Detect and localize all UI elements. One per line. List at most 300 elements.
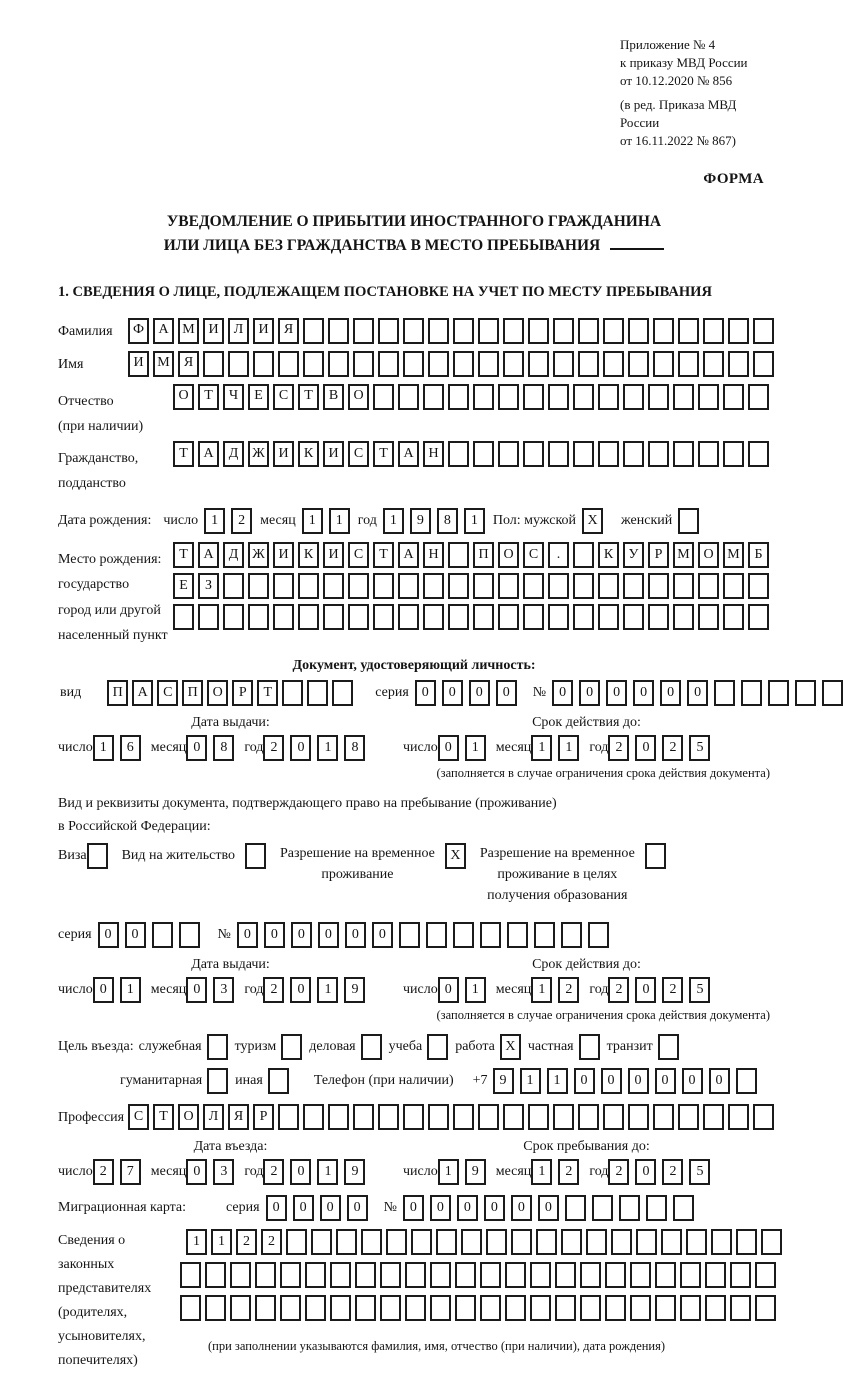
char-box[interactable]: 9 xyxy=(344,977,365,1003)
char-box[interactable] xyxy=(278,1104,299,1130)
char-box[interactable] xyxy=(578,1104,599,1130)
char-box[interactable]: Д xyxy=(223,542,244,568)
char-box[interactable]: 0 xyxy=(186,735,207,761)
char-box[interactable]: И xyxy=(203,318,224,344)
char-box[interactable] xyxy=(198,604,219,630)
char-box[interactable] xyxy=(748,384,769,410)
purpose-tourism-checkbox[interactable] xyxy=(281,1034,302,1060)
char-box[interactable]: 1 xyxy=(558,735,579,761)
char-box[interactable]: 1 xyxy=(317,1159,338,1185)
char-box[interactable] xyxy=(598,604,619,630)
char-box[interactable] xyxy=(373,604,394,630)
char-box[interactable]: Ф xyxy=(128,318,149,344)
char-box[interactable] xyxy=(281,1034,302,1060)
char-box[interactable]: Ж xyxy=(248,441,269,467)
char-box[interactable]: О xyxy=(207,680,228,706)
char-box[interactable]: 2 xyxy=(608,1159,629,1185)
profession-boxes[interactable] xyxy=(128,1104,774,1130)
char-box[interactable]: 0 xyxy=(430,1195,451,1221)
stay-day-boxes[interactable] xyxy=(438,1159,486,1185)
char-box[interactable]: 0 xyxy=(403,1195,424,1221)
char-box[interactable] xyxy=(503,318,524,344)
char-box[interactable] xyxy=(736,1068,757,1094)
char-box[interactable]: 8 xyxy=(344,735,365,761)
char-box[interactable]: 5 xyxy=(689,1159,710,1185)
char-box[interactable] xyxy=(303,318,324,344)
char-box[interactable] xyxy=(822,680,843,706)
char-box[interactable] xyxy=(761,1229,782,1255)
permit-issue-year-boxes[interactable] xyxy=(263,977,365,1003)
char-box[interactable]: 2 xyxy=(662,977,683,1003)
char-box[interactable] xyxy=(353,351,374,377)
char-box[interactable]: Т xyxy=(153,1104,174,1130)
char-box[interactable] xyxy=(648,573,669,599)
char-box[interactable]: 0 xyxy=(457,1195,478,1221)
char-box[interactable]: Л xyxy=(228,318,249,344)
char-box[interactable] xyxy=(448,441,469,467)
char-box[interactable]: 0 xyxy=(318,922,339,948)
char-box[interactable]: Т xyxy=(257,680,278,706)
char-box[interactable] xyxy=(478,351,499,377)
char-box[interactable] xyxy=(598,384,619,410)
char-box[interactable] xyxy=(528,351,549,377)
char-box[interactable] xyxy=(498,573,519,599)
char-box[interactable] xyxy=(280,1295,301,1321)
birth-place-row2-boxes[interactable] xyxy=(173,573,769,599)
char-box[interactable]: 0 xyxy=(438,977,459,1003)
char-box[interactable] xyxy=(273,573,294,599)
char-box[interactable]: 0 xyxy=(415,680,436,706)
char-box[interactable] xyxy=(555,1295,576,1321)
char-box[interactable]: 1 xyxy=(211,1229,232,1255)
given-name-input-boxes[interactable] xyxy=(128,351,774,377)
char-box[interactable] xyxy=(623,384,644,410)
char-box[interactable] xyxy=(486,1229,507,1255)
char-box[interactable] xyxy=(795,680,816,706)
char-box[interactable]: 0 xyxy=(538,1195,559,1221)
char-box[interactable]: 0 xyxy=(579,680,600,706)
birth-place-row3-boxes[interactable] xyxy=(173,604,769,630)
char-box[interactable]: А xyxy=(398,542,419,568)
char-box[interactable]: 0 xyxy=(125,922,146,948)
char-box[interactable]: 1 xyxy=(204,508,225,534)
char-box[interactable] xyxy=(678,318,699,344)
char-box[interactable] xyxy=(528,1104,549,1130)
char-box[interactable]: Т xyxy=(173,441,194,467)
char-box[interactable] xyxy=(648,604,669,630)
char-box[interactable] xyxy=(586,1229,607,1255)
char-box[interactable]: О xyxy=(173,384,194,410)
purpose-humanitarian-checkbox[interactable] xyxy=(207,1068,228,1094)
representatives-row1-boxes[interactable] xyxy=(186,1229,782,1255)
char-box[interactable] xyxy=(561,1229,582,1255)
char-box[interactable]: 0 xyxy=(290,977,311,1003)
entry-month-boxes[interactable] xyxy=(186,1159,234,1185)
char-box[interactable] xyxy=(403,1104,424,1130)
char-box[interactable]: Р xyxy=(648,542,669,568)
entry-year-boxes[interactable] xyxy=(263,1159,365,1185)
char-box[interactable]: 0 xyxy=(93,977,114,1003)
char-box[interactable] xyxy=(428,351,449,377)
char-box[interactable] xyxy=(573,441,594,467)
char-box[interactable] xyxy=(273,604,294,630)
char-box[interactable] xyxy=(207,1034,228,1060)
char-box[interactable]: 9 xyxy=(410,508,431,534)
char-box[interactable] xyxy=(573,604,594,630)
char-box[interactable] xyxy=(678,1104,699,1130)
char-box[interactable] xyxy=(403,351,424,377)
char-box[interactable]: 2 xyxy=(263,1159,284,1185)
char-box[interactable]: 0 xyxy=(438,735,459,761)
char-box[interactable] xyxy=(448,542,469,568)
char-box[interactable] xyxy=(648,384,669,410)
char-box[interactable] xyxy=(628,318,649,344)
char-box[interactable]: А xyxy=(153,318,174,344)
char-box[interactable] xyxy=(748,604,769,630)
char-box[interactable] xyxy=(398,573,419,599)
char-box[interactable]: 0 xyxy=(709,1068,730,1094)
char-box[interactable] xyxy=(428,1104,449,1130)
char-box[interactable]: 0 xyxy=(98,922,119,948)
char-box[interactable]: С xyxy=(128,1104,149,1130)
char-box[interactable] xyxy=(673,573,694,599)
char-box[interactable] xyxy=(705,1295,726,1321)
char-box[interactable]: С xyxy=(273,384,294,410)
char-box[interactable] xyxy=(411,1229,432,1255)
char-box[interactable] xyxy=(455,1295,476,1321)
char-box[interactable] xyxy=(361,1229,382,1255)
char-box[interactable] xyxy=(207,1068,228,1094)
char-box[interactable] xyxy=(728,351,749,377)
char-box[interactable] xyxy=(523,604,544,630)
char-box[interactable] xyxy=(653,1104,674,1130)
char-box[interactable] xyxy=(430,1262,451,1288)
char-box[interactable] xyxy=(768,680,789,706)
char-box[interactable] xyxy=(741,680,762,706)
char-box[interactable] xyxy=(473,573,494,599)
char-box[interactable]: 0 xyxy=(442,680,463,706)
char-box[interactable] xyxy=(655,1262,676,1288)
char-box[interactable]: К xyxy=(598,542,619,568)
char-box[interactable] xyxy=(378,351,399,377)
phone-boxes[interactable] xyxy=(493,1068,757,1094)
char-box[interactable]: И xyxy=(253,318,274,344)
char-box[interactable]: Я xyxy=(228,1104,249,1130)
char-box[interactable] xyxy=(728,318,749,344)
char-box[interactable] xyxy=(480,922,501,948)
char-box[interactable]: 0 xyxy=(290,1159,311,1185)
char-box[interactable]: О xyxy=(348,384,369,410)
char-box[interactable] xyxy=(619,1195,640,1221)
char-box[interactable]: 2 xyxy=(558,977,579,1003)
char-box[interactable] xyxy=(180,1262,201,1288)
char-box[interactable] xyxy=(398,384,419,410)
char-box[interactable]: 1 xyxy=(520,1068,541,1094)
char-box[interactable] xyxy=(230,1262,251,1288)
char-box[interactable] xyxy=(530,1295,551,1321)
char-box[interactable] xyxy=(753,318,774,344)
permit-valid-month-boxes[interactable] xyxy=(531,977,579,1003)
char-box[interactable] xyxy=(498,604,519,630)
char-box[interactable] xyxy=(305,1295,326,1321)
purpose-other-checkbox[interactable] xyxy=(268,1068,289,1094)
char-box[interactable] xyxy=(698,441,719,467)
char-box[interactable]: 0 xyxy=(635,735,656,761)
char-box[interactable] xyxy=(698,384,719,410)
char-box[interactable]: С xyxy=(523,542,544,568)
char-box[interactable] xyxy=(255,1295,276,1321)
char-box[interactable] xyxy=(755,1295,776,1321)
id-valid-year-boxes[interactable] xyxy=(608,735,710,761)
char-box[interactable] xyxy=(423,604,444,630)
char-box[interactable]: Т xyxy=(298,384,319,410)
char-box[interactable] xyxy=(248,573,269,599)
char-box[interactable]: 7 xyxy=(120,1159,141,1185)
char-box[interactable]: Н xyxy=(423,441,444,467)
char-box[interactable] xyxy=(448,604,469,630)
char-box[interactable]: И xyxy=(128,351,149,377)
char-box[interactable]: 2 xyxy=(236,1229,257,1255)
char-box[interactable]: 1 xyxy=(302,508,323,534)
char-box[interactable]: 3 xyxy=(213,977,234,1003)
permit-valid-day-boxes[interactable] xyxy=(438,977,486,1003)
char-box[interactable] xyxy=(580,1262,601,1288)
char-box[interactable] xyxy=(245,843,266,869)
char-box[interactable] xyxy=(473,441,494,467)
char-box[interactable] xyxy=(248,604,269,630)
char-box[interactable] xyxy=(661,1229,682,1255)
char-box[interactable] xyxy=(623,441,644,467)
char-box[interactable]: 6 xyxy=(120,735,141,761)
char-box[interactable]: 0 xyxy=(186,1159,207,1185)
char-box[interactable]: 1 xyxy=(547,1068,568,1094)
char-box[interactable] xyxy=(523,441,544,467)
char-box[interactable] xyxy=(655,1295,676,1321)
char-box[interactable] xyxy=(578,318,599,344)
char-box[interactable] xyxy=(573,384,594,410)
char-box[interactable]: 1 xyxy=(465,735,486,761)
representatives-row2-boxes[interactable] xyxy=(180,1262,782,1288)
char-box[interactable] xyxy=(378,318,399,344)
char-box[interactable]: 0 xyxy=(293,1195,314,1221)
char-box[interactable] xyxy=(503,351,524,377)
char-box[interactable] xyxy=(280,1262,301,1288)
char-box[interactable]: 0 xyxy=(264,922,285,948)
char-box[interactable]: 0 xyxy=(601,1068,622,1094)
char-box[interactable] xyxy=(253,351,274,377)
char-box[interactable] xyxy=(380,1262,401,1288)
char-box[interactable] xyxy=(330,1295,351,1321)
char-box[interactable]: Н xyxy=(423,542,444,568)
char-box[interactable]: 0 xyxy=(633,680,654,706)
char-box[interactable]: П xyxy=(107,680,128,706)
char-box[interactable] xyxy=(553,1104,574,1130)
char-box[interactable] xyxy=(386,1229,407,1255)
char-box[interactable] xyxy=(205,1295,226,1321)
char-box[interactable]: 0 xyxy=(511,1195,532,1221)
char-box[interactable] xyxy=(579,1034,600,1060)
char-box[interactable]: О xyxy=(498,542,519,568)
char-box[interactable] xyxy=(580,1295,601,1321)
char-box[interactable]: Т xyxy=(198,384,219,410)
permit-series-boxes[interactable] xyxy=(98,922,200,948)
char-box[interactable]: 0 xyxy=(552,680,573,706)
char-box[interactable]: 0 xyxy=(574,1068,595,1094)
temp-residence-checkbox[interactable] xyxy=(445,843,466,869)
char-box[interactable] xyxy=(711,1229,732,1255)
char-box[interactable]: 1 xyxy=(120,977,141,1003)
char-box[interactable] xyxy=(548,384,569,410)
char-box[interactable]: И xyxy=(273,441,294,467)
char-box[interactable]: 1 xyxy=(438,1159,459,1185)
char-box[interactable] xyxy=(523,573,544,599)
char-box[interactable] xyxy=(223,573,244,599)
char-box[interactable] xyxy=(278,351,299,377)
char-box[interactable]: . xyxy=(548,542,569,568)
surname-input-boxes[interactable] xyxy=(128,318,774,344)
permit-valid-year-boxes[interactable] xyxy=(608,977,710,1003)
char-box[interactable]: О xyxy=(178,1104,199,1130)
char-box[interactable] xyxy=(478,1104,499,1130)
char-box[interactable] xyxy=(723,441,744,467)
char-box[interactable]: 9 xyxy=(493,1068,514,1094)
char-box[interactable] xyxy=(286,1229,307,1255)
char-box[interactable] xyxy=(328,351,349,377)
char-box[interactable] xyxy=(430,1295,451,1321)
patronymic-input-boxes[interactable] xyxy=(173,384,769,410)
char-box[interactable] xyxy=(453,318,474,344)
char-box[interactable]: Ж xyxy=(248,542,269,568)
char-box[interactable] xyxy=(714,680,735,706)
char-box[interactable] xyxy=(405,1295,426,1321)
char-box[interactable] xyxy=(448,573,469,599)
char-box[interactable]: 9 xyxy=(344,1159,365,1185)
char-box[interactable] xyxy=(548,604,569,630)
char-box[interactable] xyxy=(646,1195,667,1221)
visa-checkbox[interactable] xyxy=(87,843,108,869)
char-box[interactable]: 2 xyxy=(558,1159,579,1185)
char-box[interactable] xyxy=(480,1295,501,1321)
char-box[interactable] xyxy=(87,843,108,869)
char-box[interactable] xyxy=(603,1104,624,1130)
char-box[interactable]: И xyxy=(323,542,344,568)
char-box[interactable]: 0 xyxy=(687,680,708,706)
char-box[interactable]: З xyxy=(198,573,219,599)
char-box[interactable] xyxy=(426,922,447,948)
char-box[interactable]: 1 xyxy=(317,977,338,1003)
char-box[interactable]: И xyxy=(273,542,294,568)
char-box[interactable] xyxy=(553,351,574,377)
char-box[interactable] xyxy=(703,318,724,344)
char-box[interactable] xyxy=(428,318,449,344)
char-box[interactable] xyxy=(427,1034,448,1060)
char-box[interactable] xyxy=(530,1262,551,1288)
permit-number-boxes[interactable] xyxy=(237,922,609,948)
char-box[interactable]: 0 xyxy=(660,680,681,706)
char-box[interactable]: М xyxy=(673,542,694,568)
permit-issue-day-boxes[interactable] xyxy=(93,977,141,1003)
char-box[interactable] xyxy=(328,1104,349,1130)
char-box[interactable]: 0 xyxy=(484,1195,505,1221)
char-box[interactable] xyxy=(748,573,769,599)
char-box[interactable] xyxy=(553,318,574,344)
char-box[interactable]: 0 xyxy=(628,1068,649,1094)
char-box[interactable]: 0 xyxy=(347,1195,368,1221)
char-box[interactable] xyxy=(548,441,569,467)
char-box[interactable] xyxy=(453,922,474,948)
char-box[interactable] xyxy=(565,1195,586,1221)
char-box[interactable] xyxy=(598,441,619,467)
char-box[interactable] xyxy=(505,1295,526,1321)
char-box[interactable] xyxy=(180,1295,201,1321)
purpose-official-checkbox[interactable] xyxy=(207,1034,228,1060)
char-box[interactable]: Т xyxy=(373,542,394,568)
char-box[interactable] xyxy=(658,1034,679,1060)
char-box[interactable] xyxy=(611,1229,632,1255)
doc-type-boxes[interactable] xyxy=(107,680,353,706)
char-box[interactable]: О xyxy=(698,542,719,568)
char-box[interactable]: Е xyxy=(173,573,194,599)
char-box[interactable]: 1 xyxy=(186,1229,207,1255)
char-box[interactable] xyxy=(380,1295,401,1321)
char-box[interactable] xyxy=(623,573,644,599)
char-box[interactable] xyxy=(507,922,528,948)
char-box[interactable]: А xyxy=(132,680,153,706)
char-box[interactable]: 0 xyxy=(635,1159,656,1185)
char-box[interactable] xyxy=(628,351,649,377)
char-box[interactable]: 3 xyxy=(213,1159,234,1185)
char-box[interactable]: 2 xyxy=(263,735,284,761)
char-box[interactable]: Л xyxy=(203,1104,224,1130)
char-box[interactable]: 2 xyxy=(662,735,683,761)
char-box[interactable] xyxy=(673,384,694,410)
char-box[interactable] xyxy=(548,573,569,599)
char-box[interactable]: Е xyxy=(248,384,269,410)
char-box[interactable]: Т xyxy=(373,441,394,467)
char-box[interactable] xyxy=(348,604,369,630)
char-box[interactable]: 1 xyxy=(464,508,485,534)
char-box[interactable]: 0 xyxy=(186,977,207,1003)
char-box[interactable] xyxy=(561,922,582,948)
char-box[interactable]: 1 xyxy=(93,735,114,761)
char-box[interactable] xyxy=(203,351,224,377)
char-box[interactable] xyxy=(686,1229,707,1255)
char-box[interactable] xyxy=(205,1262,226,1288)
char-box[interactable] xyxy=(636,1229,657,1255)
temp-residence-edu-checkbox[interactable] xyxy=(645,843,666,869)
char-box[interactable] xyxy=(255,1262,276,1288)
id-issue-year-boxes[interactable] xyxy=(263,735,365,761)
char-box[interactable] xyxy=(730,1295,751,1321)
char-box[interactable] xyxy=(698,573,719,599)
char-box[interactable] xyxy=(555,1262,576,1288)
char-box[interactable] xyxy=(353,318,374,344)
char-box[interactable]: М xyxy=(178,318,199,344)
char-box[interactable] xyxy=(680,1262,701,1288)
char-box[interactable]: С xyxy=(157,680,178,706)
char-box[interactable]: С xyxy=(348,441,369,467)
char-box[interactable]: 5 xyxy=(689,735,710,761)
char-box[interactable] xyxy=(723,604,744,630)
char-box[interactable] xyxy=(728,1104,749,1130)
char-box[interactable]: 2 xyxy=(662,1159,683,1185)
char-box[interactable] xyxy=(673,1195,694,1221)
char-box[interactable] xyxy=(678,351,699,377)
char-box[interactable] xyxy=(173,604,194,630)
char-box[interactable] xyxy=(478,318,499,344)
char-box[interactable]: 2 xyxy=(231,508,252,534)
char-box[interactable]: А xyxy=(398,441,419,467)
